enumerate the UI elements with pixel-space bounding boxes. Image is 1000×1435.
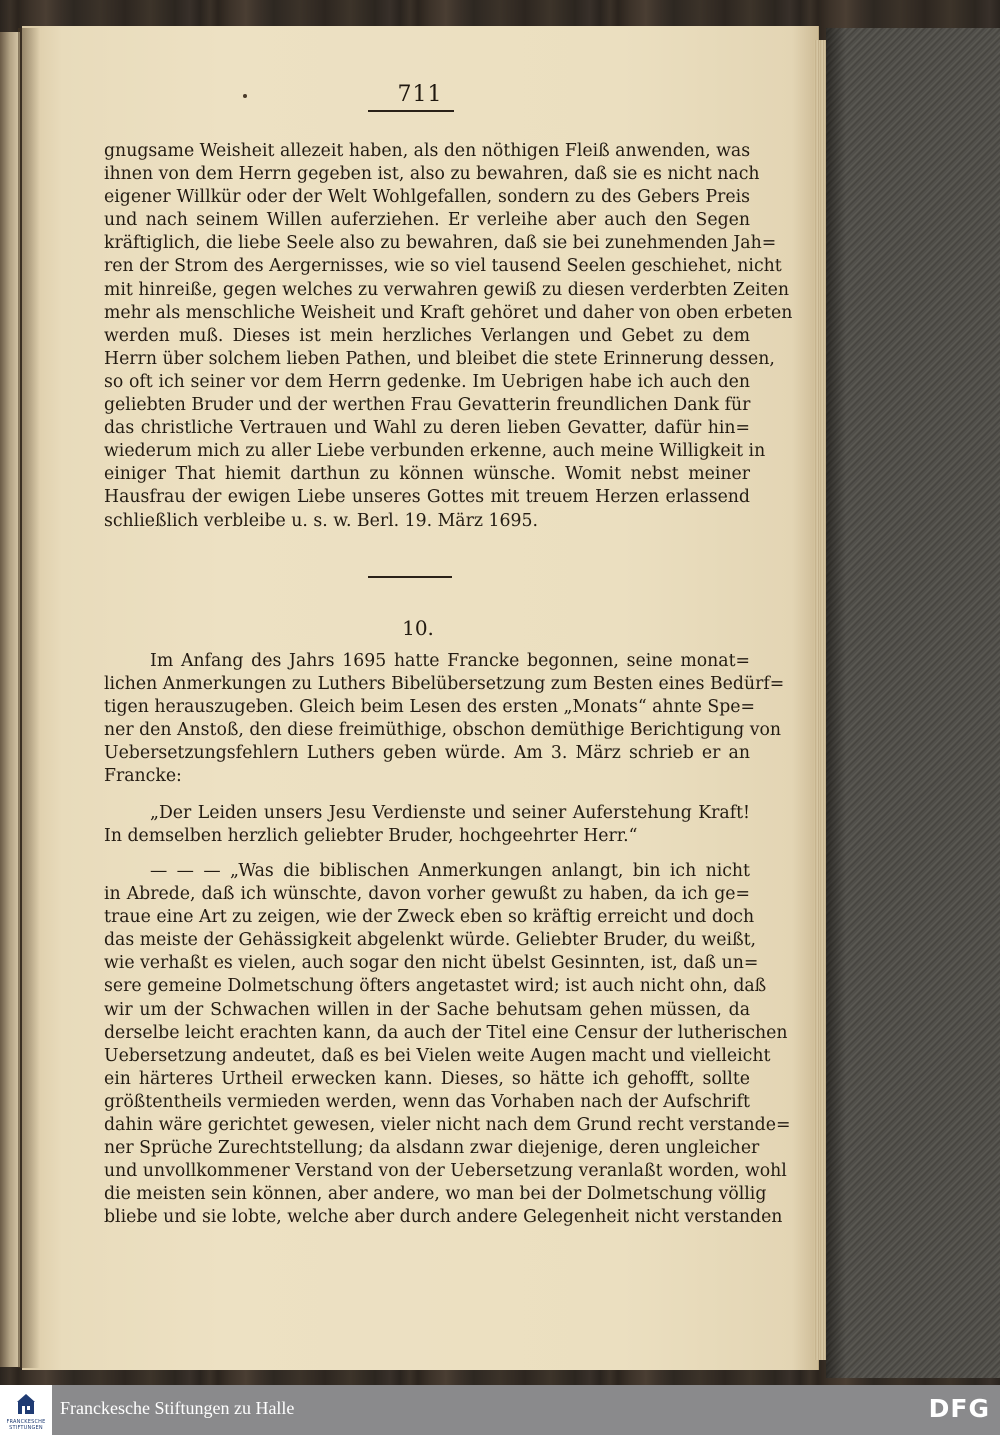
text-line: Im Anfang des Jahrs 1695 hatte Francke begonnen, seine monat= bbox=[150, 651, 750, 671]
text-line: in Abrede, daß ich wünschte, davon vorher gewußt zu haben, da ich ge= bbox=[104, 884, 750, 905]
text-line: Herrn über solchem lieben Pathen, und bleibet die stete Erinnerung dessen, bbox=[104, 348, 775, 369]
text-line: lichen Anmerkungen zu Luthers Bibelübersetzung zum Besten eines Bedürf= bbox=[104, 674, 785, 695]
text-line: und nach seinem Willen auferziehen. Er verleihe aber auch den Segen bbox=[104, 210, 750, 231]
franckesche-stiftungen-logo[interactable] bbox=[0, 1385, 52, 1435]
text-line: Uebersetzungsfehlern Luthers geben würde. Am 3. März schrieb er an bbox=[104, 743, 750, 764]
text-line: mehr als menschliche Weisheit und Kraft gehöret und daher von oben erbeten bbox=[104, 302, 793, 323]
text-line: größtentheils vermieden werden, wenn das Vorhaben nach der Aufschrift bbox=[104, 1091, 750, 1112]
section-divider bbox=[368, 576, 452, 578]
text-line: dahin wäre gerichtet gewesen, vieler nicht nach dem Grund recht verstande= bbox=[104, 1115, 791, 1136]
text-line: bliebe und sie lobte, welche aber durch andere Gelegenheit nicht verstanden bbox=[104, 1207, 783, 1228]
text-line: tigen herauszugeben. Gleich beim Lesen des ersten „Monats“ ahnte Spe= bbox=[104, 697, 756, 718]
text-line: geliebten Bruder und der werthen Frau Gevatterin freundlichen Dank für bbox=[104, 395, 751, 416]
text-line: derselbe leicht erachten kann, da auch der Titel eine Censur der lutherischen bbox=[104, 1022, 788, 1043]
page-number: 711 bbox=[397, 82, 443, 107]
text-line: werden muß. Dieses ist mein herzliches Verlangen und Gebet zu dem bbox=[104, 325, 750, 346]
text-line: ihnen von dem Herrn gegeben ist, also zu bewahren, daß sie es nicht nach bbox=[104, 164, 760, 185]
page-edges bbox=[814, 40, 826, 1360]
dfg-logo[interactable]: DFG bbox=[928, 1394, 990, 1423]
paragraph-4-quote bbox=[104, 860, 791, 1230]
text-line: kräftiglich, die liebe Seele also zu bewahren, daß sie bei zunehmenden Jah= bbox=[104, 233, 777, 254]
text-line: so oft ich seiner vor dem Herrn gedenke. Im Uebrigen habe ich auch den bbox=[104, 371, 750, 392]
text-line: und unvollkommener Verstand von der Uebersetzung veranlaßt worden, wohl bbox=[104, 1161, 787, 1182]
left-page-edge bbox=[0, 32, 20, 1367]
text-line: das christliche Vertrauen und Wahl zu deren lieben Gevatter, dafür hin= bbox=[104, 418, 750, 439]
text-line: sere gemeine Dolmetschung öfters angetastet wird; ist auch nicht ohn, daß bbox=[104, 976, 767, 997]
spine-shadow bbox=[18, 28, 40, 1368]
text-line: „Der Leiden unsers Jesu Verdienste und seiner Auferstehung Kraft! bbox=[150, 803, 750, 823]
paragraph-3-quote bbox=[104, 802, 750, 848]
text-line: wiederum mich zu aller Liebe verbunden erkenne, auch meine Willigkeit in bbox=[104, 441, 766, 462]
text-line: Hausfrau der ewigen Liebe unseres Gottes mit treuem Herzen erlassend bbox=[104, 487, 750, 508]
paragraph-2 bbox=[104, 650, 785, 789]
text-line: traue eine Art zu zeigen, wie der Zweck eben so kräftig erreicht und doch bbox=[104, 907, 755, 928]
text-line: schließlich verbleibe u. s. w. Berl. 19. März 1695. bbox=[104, 510, 538, 531]
text-line: ein härteres Urtheil erwecken kann. Dieses, so hätte ich gehofft, sollte bbox=[104, 1068, 750, 1089]
paragraph-1 bbox=[104, 140, 793, 533]
text-line: mit hinreiße, gegen welches zu verwahren gewiß zu diesen verderbten Zeiten bbox=[104, 279, 789, 300]
text-line: wir um der Schwachen willen in der Sache behutsam gehen müssen, da bbox=[104, 999, 750, 1020]
footer-bar bbox=[0, 1385, 1000, 1435]
building-icon bbox=[16, 1393, 36, 1415]
book-cover bbox=[826, 28, 1000, 1378]
text-line: das meiste der Gehässigkeit abgelenkt würde. Geliebter Bruder, du weißt, bbox=[104, 930, 757, 951]
text-line: gnugsame Weisheit allezeit haben, als den nöthigen Fleiß anwenden, was bbox=[104, 141, 751, 161]
logo-caption: FRANCKESCHE STIFTUNGEN bbox=[6, 1419, 46, 1431]
text-line: eigener Willkür oder der Welt Wohlgefallen, sondern zu des Gebers Preis bbox=[104, 187, 750, 208]
text-line: ren der Strom des Aergernisses, wie so viel tausend Seelen geschiehet, nicht bbox=[104, 256, 782, 277]
section-number: 10. bbox=[402, 616, 434, 640]
text-line: Francke: bbox=[104, 766, 182, 787]
text-line: ner den Anstoß, den diese freimüthige, obschon demüthige Berichtigung von bbox=[104, 720, 782, 741]
text-line: In demselben herzlich geliebter Bruder, hochgeehrter Herr.“ bbox=[104, 826, 638, 847]
text-line: — — — „Was die biblischen Anmerkungen anlangt, bin ich nicht bbox=[150, 861, 750, 881]
text-line: einiger That hiemit darthun zu können wünsche. Womit nebst meiner bbox=[104, 464, 750, 485]
text-line: Uebersetzung andeutet, daß es bei Vielen weite Augen macht und vielleicht bbox=[104, 1045, 771, 1066]
text-line: wie verhaßt es vielen, auch sogar den nicht übelst Gesinnten, ist, daß un= bbox=[104, 953, 759, 974]
text-line: ner Sprüche Zurechtstellung; da alsdann zwar diejenige, deren ungleicher bbox=[104, 1138, 760, 1159]
institution-name: Franckesche Stiftungen zu Halle bbox=[60, 1398, 295, 1418]
page-number-rule bbox=[368, 110, 454, 112]
text-line: die meisten sein können, aber andere, wo man bei der Dolmetschung völlig bbox=[104, 1184, 767, 1205]
